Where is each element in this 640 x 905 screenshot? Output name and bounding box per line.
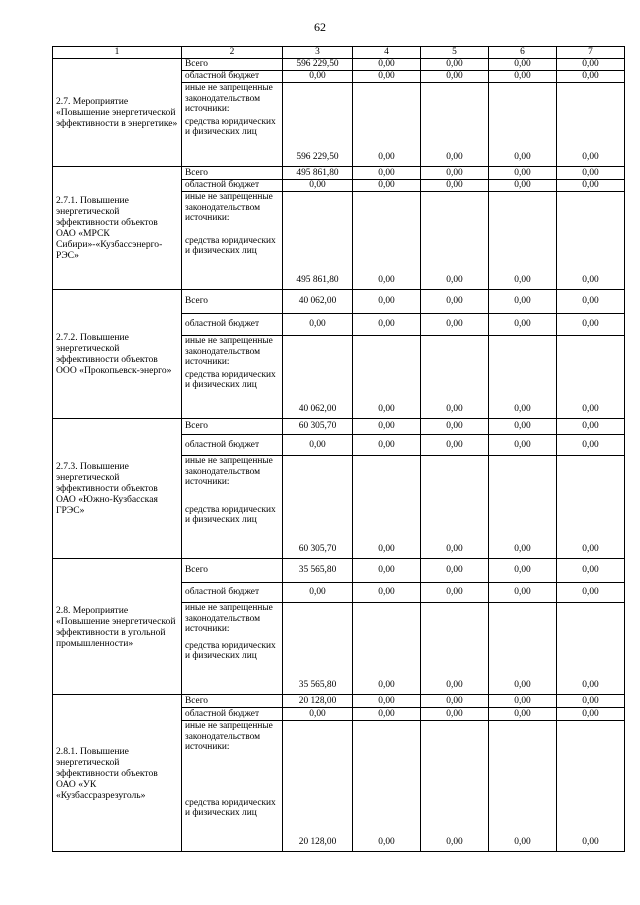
value-cell: 20 128,00 bbox=[283, 721, 353, 852]
value-cell: 0,00 bbox=[353, 708, 421, 721]
value-cell: 0,00 bbox=[283, 435, 353, 456]
value-cell: 0,00 bbox=[489, 419, 557, 435]
value-cell: 0,00 bbox=[421, 314, 489, 336]
header-cell: 5 bbox=[421, 47, 489, 59]
value-cell: 0,00 bbox=[353, 59, 421, 71]
value-cell: 0,00 bbox=[489, 559, 557, 583]
source-label-other bbox=[182, 83, 283, 167]
source-label-other bbox=[182, 192, 283, 290]
value-cell: 0,00 bbox=[557, 419, 625, 435]
header-cell: 3 bbox=[283, 47, 353, 59]
value-cell: 60 305,70 bbox=[283, 456, 353, 559]
value-cell: 495 861,80 bbox=[283, 192, 353, 290]
value-cell: 0,00 bbox=[421, 83, 489, 167]
value-cell: 60 305,70 bbox=[283, 419, 353, 435]
table-row bbox=[53, 559, 625, 583]
value-cell: 0,00 bbox=[283, 314, 353, 336]
value-cell: 0,00 bbox=[353, 290, 421, 314]
header-cell: 6 bbox=[489, 47, 557, 59]
value-cell: 0,00 bbox=[353, 721, 421, 852]
value-cell: 0,00 bbox=[421, 167, 489, 180]
value-cell: 0,00 bbox=[283, 708, 353, 721]
value-cell: 0,00 bbox=[421, 559, 489, 583]
table-row bbox=[53, 695, 625, 708]
legal-entities-label: средства юридических и физических лиц bbox=[185, 797, 276, 819]
value-cell: 0,00 bbox=[557, 583, 625, 603]
other-sources-label: иные не запрещенные законодательством источники: bbox=[185, 603, 273, 635]
value-cell: 0,00 bbox=[421, 59, 489, 71]
value-cell: 0,00 bbox=[557, 71, 625, 83]
activity-name: 2.7. Мероприятие «Повышение энергетической эффективности в энергетике» bbox=[53, 59, 182, 167]
value-cell: 0,00 bbox=[557, 290, 625, 314]
value-cell: 0,00 bbox=[353, 167, 421, 180]
source-label-other bbox=[182, 456, 283, 559]
source-label-total: Всего bbox=[182, 59, 283, 71]
value-cell: 596 229,50 bbox=[283, 83, 353, 167]
other-sources-label: иные не запрещенные законодательством источники: bbox=[185, 192, 273, 224]
value-cell: 0,00 bbox=[489, 83, 557, 167]
value-cell: 0,00 bbox=[283, 583, 353, 603]
value-cell: 0,00 bbox=[557, 603, 625, 695]
table-row bbox=[53, 419, 625, 435]
source-label-other bbox=[182, 721, 283, 852]
value-cell: 0,00 bbox=[421, 721, 489, 852]
value-cell: 0,00 bbox=[353, 695, 421, 708]
value-cell: 20 128,00 bbox=[283, 695, 353, 708]
value-cell: 0,00 bbox=[353, 83, 421, 167]
value-cell: 0,00 bbox=[283, 71, 353, 83]
value-cell: 0,00 bbox=[421, 180, 489, 192]
value-cell: 0,00 bbox=[421, 419, 489, 435]
value-cell: 0,00 bbox=[489, 721, 557, 852]
source-label-other bbox=[182, 336, 283, 419]
budget-table bbox=[52, 46, 625, 852]
value-cell: 0,00 bbox=[489, 708, 557, 721]
source-label-regional: областной бюджет bbox=[182, 435, 283, 456]
value-cell: 0,00 bbox=[557, 695, 625, 708]
value-cell: 0,00 bbox=[489, 192, 557, 290]
value-cell: 0,00 bbox=[557, 180, 625, 192]
header-cell: 4 bbox=[353, 47, 421, 59]
source-label-other bbox=[182, 603, 283, 695]
value-cell: 0,00 bbox=[353, 583, 421, 603]
table-row bbox=[53, 59, 625, 71]
source-label-total: Всего bbox=[182, 290, 283, 314]
value-cell: 596 229,50 bbox=[283, 59, 353, 71]
value-cell: 0,00 bbox=[557, 721, 625, 852]
value-cell: 0,00 bbox=[421, 435, 489, 456]
source-label-regional: областной бюджет bbox=[182, 708, 283, 721]
source-label-regional: областной бюджет bbox=[182, 314, 283, 336]
header-cell: 7 bbox=[557, 47, 625, 59]
source-label-total: Всего bbox=[182, 419, 283, 435]
value-cell: 0,00 bbox=[489, 314, 557, 336]
legal-entities-label: средства юридических и физических лиц bbox=[185, 504, 276, 526]
value-cell: 0,00 bbox=[557, 559, 625, 583]
legal-entities-label: средства юридических и физических лиц bbox=[185, 369, 276, 391]
value-cell: 0,00 bbox=[421, 603, 489, 695]
value-cell: 0,00 bbox=[557, 336, 625, 419]
header-row bbox=[53, 47, 625, 59]
value-cell: 0,00 bbox=[489, 456, 557, 559]
value-cell: 0,00 bbox=[557, 708, 625, 721]
value-cell: 40 062,00 bbox=[283, 290, 353, 314]
value-cell: 0,00 bbox=[489, 71, 557, 83]
value-cell: 0,00 bbox=[421, 583, 489, 603]
value-cell: 35 565,80 bbox=[283, 603, 353, 695]
value-cell: 0,00 bbox=[353, 71, 421, 83]
value-cell: 0,00 bbox=[489, 180, 557, 192]
value-cell: 0,00 bbox=[557, 435, 625, 456]
other-sources-label: иные не запрещенные законодательством источники: bbox=[185, 336, 273, 368]
value-cell: 40 062,00 bbox=[283, 336, 353, 419]
table-body bbox=[53, 47, 625, 852]
value-cell: 0,00 bbox=[353, 192, 421, 290]
header-cell: 1 bbox=[53, 47, 182, 59]
value-cell: 0,00 bbox=[489, 290, 557, 314]
value-cell: 0,00 bbox=[557, 167, 625, 180]
value-cell: 0,00 bbox=[353, 336, 421, 419]
source-label-regional: областной бюджет bbox=[182, 71, 283, 83]
legal-entities-label: средства юридических и физических лиц bbox=[185, 116, 276, 138]
other-sources-label: иные не запрещенные законодательством источники: bbox=[185, 721, 273, 753]
source-label-total: Всего bbox=[182, 167, 283, 180]
value-cell: 0,00 bbox=[353, 603, 421, 695]
value-cell: 0,00 bbox=[489, 603, 557, 695]
value-cell: 35 565,80 bbox=[283, 559, 353, 583]
value-cell: 0,00 bbox=[557, 83, 625, 167]
activity-name: 2.7.2. Повышение энергетической эффективности объектов ООО «Прокопьевск-энерго» bbox=[53, 290, 182, 419]
activity-name: 2.8. Мероприятие «Повышение энергетической эффективности в угольной промышленности» bbox=[53, 559, 182, 695]
legal-entities-label: средства юридических и физических лиц bbox=[185, 235, 276, 257]
page-number: 62 bbox=[314, 20, 326, 34]
source-label-regional: областной бюджет bbox=[182, 180, 283, 192]
value-cell: 0,00 bbox=[489, 167, 557, 180]
value-cell: 0,00 bbox=[353, 559, 421, 583]
value-cell: 0,00 bbox=[489, 336, 557, 419]
header-cell: 2 bbox=[182, 47, 283, 59]
value-cell: 0,00 bbox=[489, 435, 557, 456]
activity-name: 2.8.1. Повышение энергетической эффективности объектов ОАО «УК «Кузбассразрезуголь» bbox=[53, 695, 182, 852]
value-cell: 0,00 bbox=[353, 314, 421, 336]
value-cell: 0,00 bbox=[557, 59, 625, 71]
legal-entities-label: средства юридических и физических лиц bbox=[185, 640, 276, 662]
value-cell: 0,00 bbox=[557, 192, 625, 290]
value-cell: 0,00 bbox=[421, 456, 489, 559]
value-cell: 0,00 bbox=[421, 192, 489, 290]
value-cell: 0,00 bbox=[421, 290, 489, 314]
value-cell: 0,00 bbox=[557, 314, 625, 336]
other-sources-label: иные не запрещенные законодательством источники: bbox=[185, 83, 273, 115]
value-cell: 0,00 bbox=[353, 180, 421, 192]
value-cell: 0,00 bbox=[421, 695, 489, 708]
table-row bbox=[53, 290, 625, 314]
value-cell: 0,00 bbox=[489, 59, 557, 71]
value-cell: 0,00 bbox=[421, 708, 489, 721]
activity-name: 2.7.1. Повышение энергетической эффективности объектов ОАО «МРСК Сибири»-«Кузбассэнерго-РЭС» bbox=[53, 167, 182, 290]
source-label-total: Всего bbox=[182, 695, 283, 708]
value-cell: 0,00 bbox=[489, 583, 557, 603]
value-cell: 0,00 bbox=[557, 456, 625, 559]
other-sources-label: иные не запрещенные законодательством источники: bbox=[185, 456, 273, 488]
value-cell: 0,00 bbox=[353, 435, 421, 456]
value-cell: 0,00 bbox=[489, 695, 557, 708]
table-row bbox=[53, 167, 625, 180]
source-label-regional: областной бюджет bbox=[182, 583, 283, 603]
value-cell: 0,00 bbox=[421, 336, 489, 419]
value-cell: 495 861,80 bbox=[283, 167, 353, 180]
value-cell: 0,00 bbox=[283, 180, 353, 192]
activity-name: 2.7.3. Повышение энергетической эффективности объектов ОАО «Южно-Кузбасская ГРЭС» bbox=[53, 419, 182, 559]
value-cell: 0,00 bbox=[421, 71, 489, 83]
value-cell: 0,00 bbox=[353, 456, 421, 559]
value-cell: 0,00 bbox=[353, 419, 421, 435]
source-label-total: Всего bbox=[182, 559, 283, 583]
